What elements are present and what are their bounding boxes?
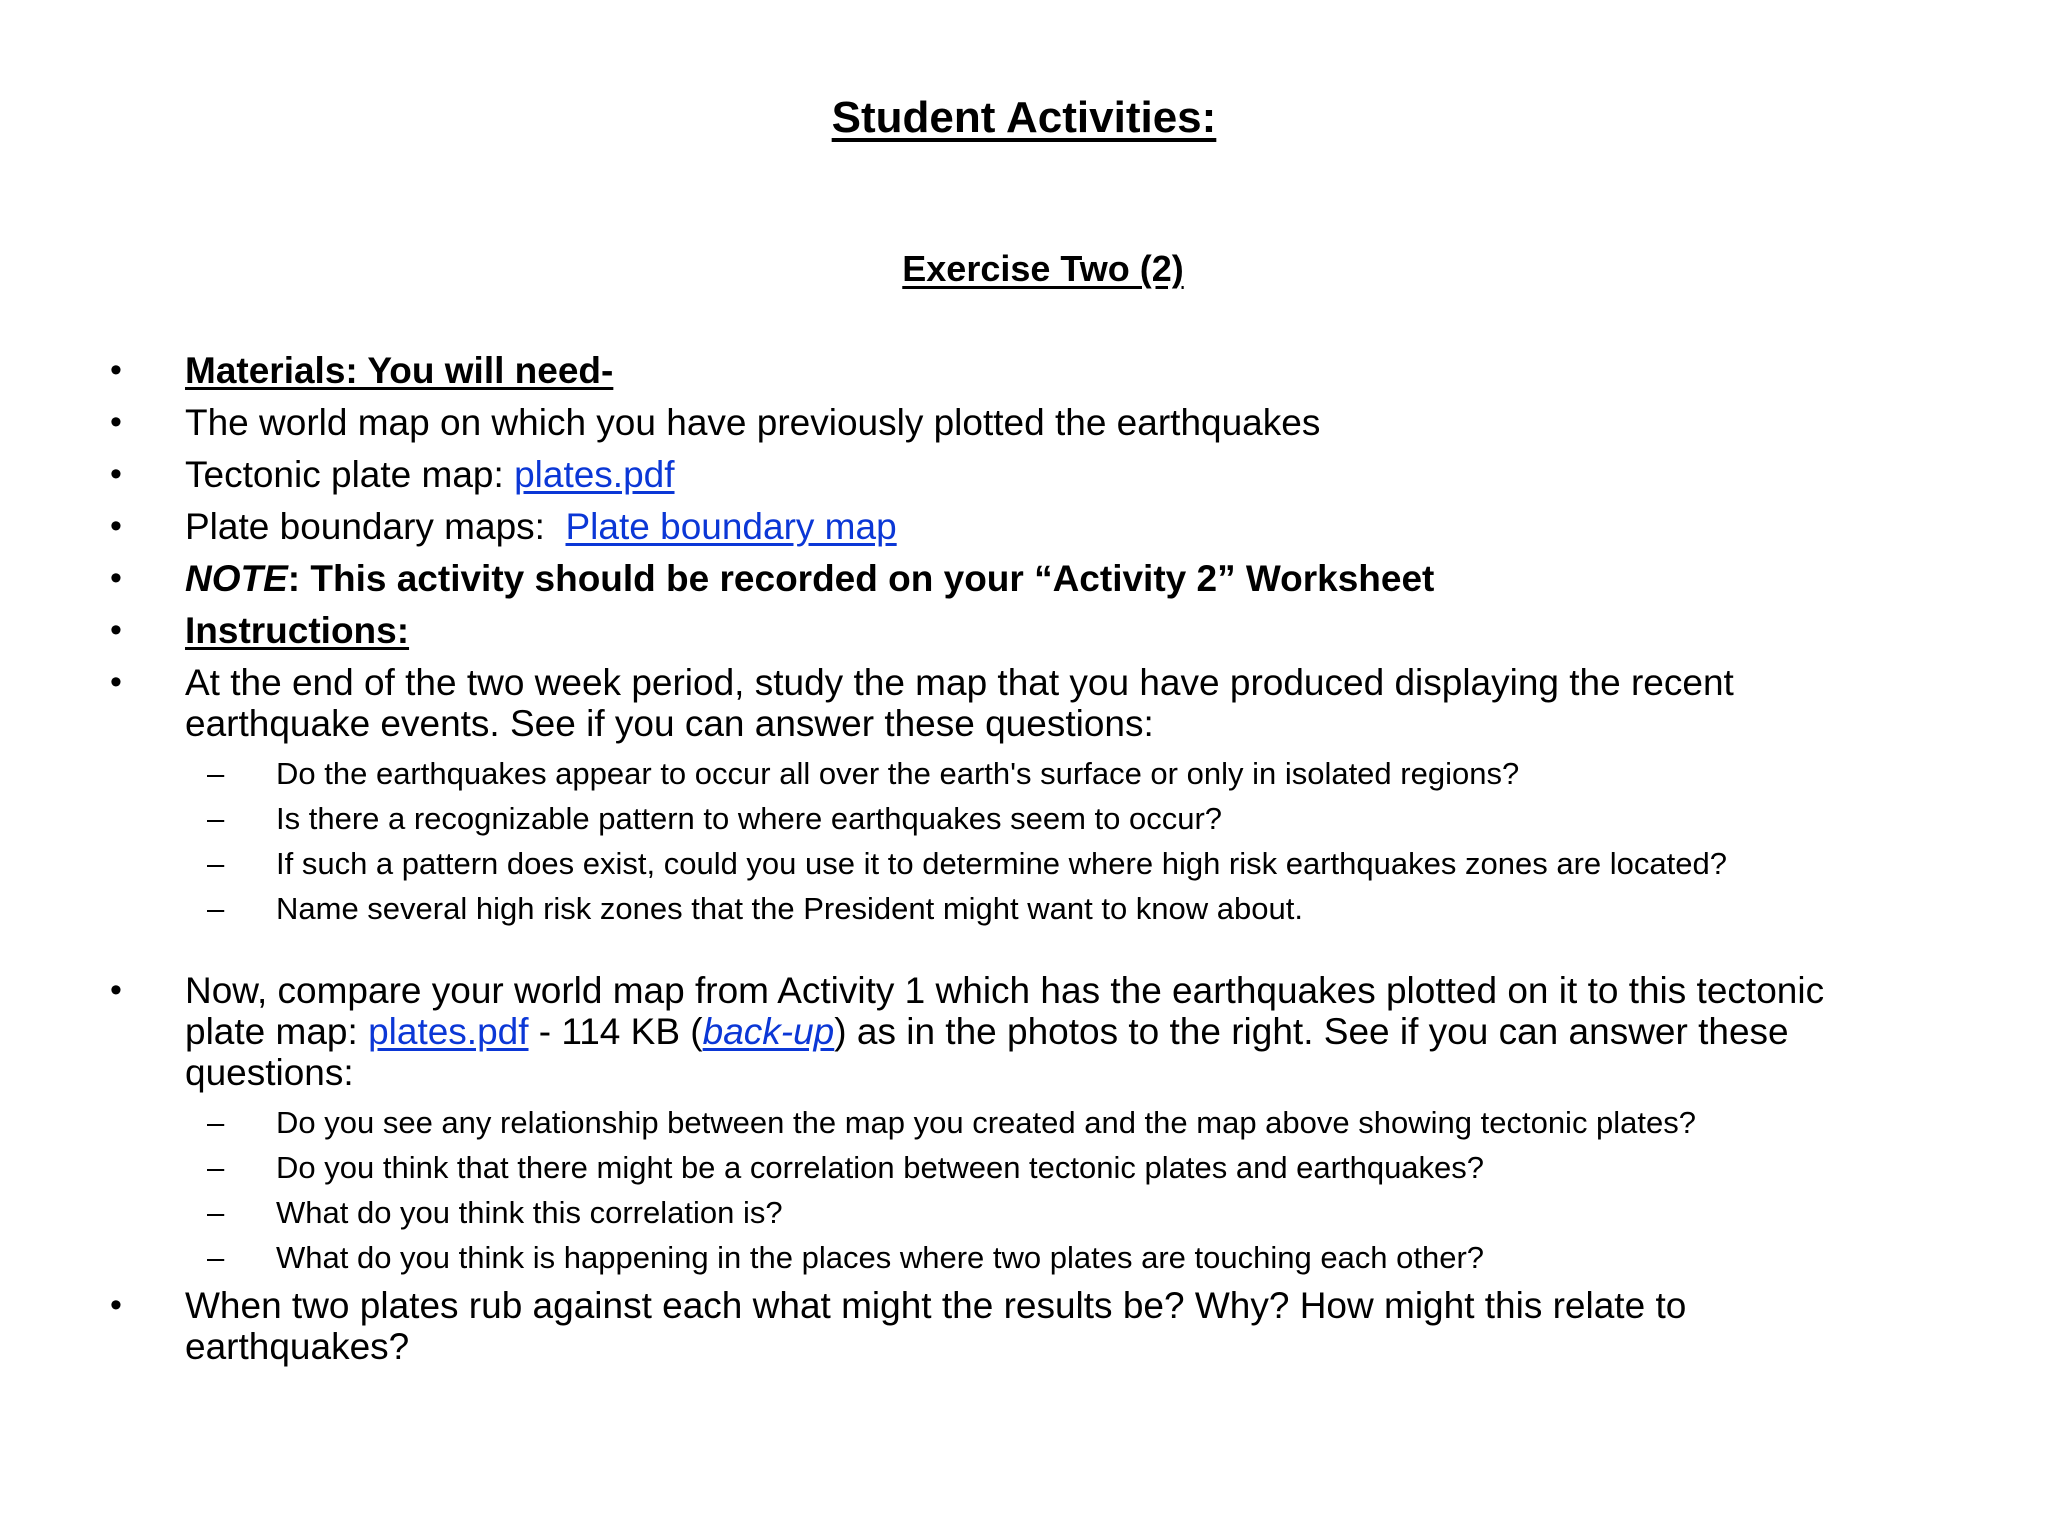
exercise-subtitle: Exercise Two (2) (902, 248, 1184, 289)
step-two-line-1: Now, compare your world map from Activity 1 which has the earthquakes plotted on it to this tectonic (185, 970, 1825, 1011)
sub-item-step-two-q4 (207, 1238, 1996, 1278)
sub-item-step-one-q4 (207, 889, 1996, 929)
plates-pdf-link[interactable]: plates.pdf (514, 454, 675, 495)
bullet-icon: • (110, 1286, 122, 1324)
world-map-text: The world map on which you have previously plotted the earthquakes (185, 402, 1321, 443)
question-text: Do you see any relationship between the map you created and the map above showing tectonic plates? (276, 1105, 1697, 1140)
step-two-suffix: ) as in the photos to the right. See if you can answer these (834, 1011, 1789, 1052)
question-text: Name several high risk zones that the President might want to know about. (276, 891, 1303, 926)
back-up-link[interactable]: back-up (702, 1011, 835, 1052)
question-text: Do the earthquakes appear to occur all over the earth's surface or only in isolated regions? (276, 756, 1520, 791)
plates-pdf-link-2[interactable]: plates.pdf (368, 1011, 529, 1052)
note-label: NOTE (185, 558, 288, 599)
dash-icon: – (207, 801, 225, 836)
page-title: Student Activities: (831, 93, 1217, 142)
bullet-icon: • (110, 403, 122, 441)
list-item-step-one (110, 662, 1995, 744)
question-text: What do you think this correlation is? (276, 1195, 783, 1230)
materials-heading: Materials: You will need- (185, 350, 614, 391)
bullet-icon: • (110, 455, 122, 493)
dash-icon: – (207, 891, 225, 926)
dash-icon: – (207, 1150, 225, 1185)
instructions-heading: Instructions: (185, 610, 410, 651)
step-two-prefix: plate map: (185, 1011, 369, 1052)
plate-boundary-map-link[interactable]: Plate boundary map (565, 506, 897, 547)
step-three-line-1: When two plates rub against each what might the results be? Why? How might this relate to (185, 1285, 1687, 1326)
list-item-materials-heading (110, 350, 1995, 391)
step-one-line-1: At the end of the two week period, study the map that you have produced displaying the recent (185, 662, 1734, 703)
sub-item-step-one-q2 (207, 799, 1996, 839)
bullet-icon: • (110, 351, 122, 389)
list-item-step-two (110, 970, 1995, 1093)
question-text: If such a pattern does exist, could you use it to determine where high risk earthquakes zones are located? (276, 846, 1727, 881)
list-item-tectonic-map (110, 454, 1995, 495)
bullet-icon: • (110, 971, 122, 1009)
sub-item-step-two-q2 (207, 1148, 1996, 1188)
dash-icon: – (207, 1195, 225, 1230)
bullet-icon: • (110, 611, 122, 649)
bullet-icon: • (110, 507, 122, 545)
note-text: : This activity should be recorded on your “Activity 2” Worksheet (287, 558, 1435, 599)
dash-icon: – (207, 1105, 225, 1140)
tectonic-map-label: Tectonic plate map: (185, 454, 515, 495)
dash-icon: – (207, 1240, 225, 1275)
sub-item-step-one-q3 (207, 844, 1996, 884)
bullet-icon: • (110, 559, 122, 597)
step-three-line-2: earthquakes? (185, 1326, 410, 1367)
boundary-map-label: Plate boundary maps: (185, 506, 566, 547)
list-item-note (110, 558, 1995, 599)
question-text: What do you think is happening in the places where two plates are touching each other? (276, 1240, 1485, 1275)
dash-icon: – (207, 846, 225, 881)
list-item-instructions-heading (110, 610, 1995, 651)
sub-item-step-one-q1 (207, 754, 1996, 794)
bullet-icon: • (110, 663, 122, 701)
step-two-line-3: questions: (185, 1052, 354, 1093)
sub-item-step-two-q1 (207, 1103, 1996, 1143)
list-item-world-map (110, 402, 1995, 443)
file-size-text: - 114 KB ( (528, 1011, 703, 1052)
question-text: Is there a recognizable pattern to where earthquakes seem to occur? (276, 801, 1223, 836)
list-item-step-three (110, 1285, 1995, 1367)
sub-item-step-two-q3 (207, 1193, 1996, 1233)
dash-icon: – (207, 756, 225, 791)
list-item-boundary-map (110, 506, 1995, 547)
question-text: Do you think that there might be a correlation between tectonic plates and earthquakes? (276, 1150, 1485, 1185)
step-one-line-2: earthquake events. See if you can answer these questions: (185, 703, 1154, 744)
